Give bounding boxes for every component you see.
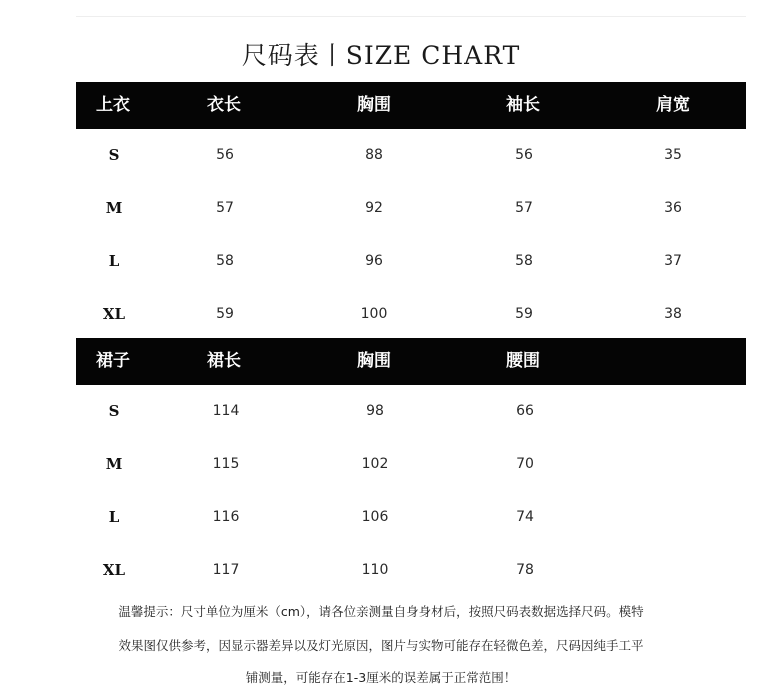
skirts-header-length: 裙长 — [207, 351, 241, 371]
tops-header-category: 上衣 — [96, 95, 130, 115]
table-cell: 37 — [664, 253, 682, 269]
tops-header-bust: 胸围 — [357, 95, 391, 115]
note-line-1: 温馨提示：尺寸单位为厘米（cm），请各位亲测量自身身材后，按照尺码表数据选择尺码。模特 — [118, 604, 644, 619]
size-label: L — [108, 252, 120, 270]
tops-header-shoulder: 肩宽 — [656, 95, 690, 115]
note-line-2: 效果图仅供参考，因显示器差异以及灯光原因，图片与实物可能存在轻微色差，尺码因纯手工平 — [118, 638, 644, 653]
table-row — [76, 182, 746, 235]
size-label: XL — [102, 305, 126, 323]
table-cell: 88 — [365, 147, 383, 163]
note-line-3: 铺测量，可能存在1-3厘米的误差属于正常范围！ — [245, 670, 517, 685]
size-label: M — [105, 455, 123, 473]
size-label: XL — [102, 561, 126, 579]
top-divider — [76, 16, 746, 17]
table-cell: 59 — [515, 306, 533, 322]
size-label: M — [105, 199, 123, 217]
table-cell: 115 — [212, 456, 240, 472]
page-title: 尺码表丨SIZE CHART — [241, 41, 521, 70]
tops-header-row — [76, 82, 746, 129]
skirts-header-bust: 胸围 — [357, 351, 391, 371]
table-cell: 100 — [360, 306, 388, 322]
table-cell: 96 — [365, 253, 383, 269]
table-row — [76, 129, 746, 182]
tops-size-table — [76, 82, 746, 341]
table-cell: 57 — [216, 200, 234, 216]
skirts-header-waist: 腰围 — [506, 351, 540, 371]
skirts-header-row — [76, 338, 746, 385]
skirts-size-table — [76, 338, 746, 597]
table-cell: 78 — [516, 562, 534, 578]
table-cell: 102 — [361, 456, 389, 472]
table-cell: 117 — [212, 562, 240, 578]
table-cell: 58 — [515, 253, 533, 269]
table-cell: 98 — [366, 403, 384, 419]
table-cell: 110 — [361, 562, 389, 578]
table-row — [76, 491, 746, 544]
size-label: S — [108, 146, 120, 164]
table-row — [76, 288, 746, 341]
table-cell: 92 — [365, 200, 383, 216]
size-label: L — [108, 508, 120, 526]
table-row — [76, 544, 746, 597]
table-cell: 56 — [515, 147, 533, 163]
table-cell: 59 — [216, 306, 234, 322]
table-cell: 74 — [516, 509, 534, 525]
table-cell: 106 — [361, 509, 389, 525]
tops-header-length: 衣长 — [207, 95, 241, 115]
table-cell: 66 — [516, 403, 534, 419]
table-row — [76, 438, 746, 491]
table-cell: 58 — [216, 253, 234, 269]
table-cell: 70 — [516, 456, 534, 472]
size-label: S — [108, 402, 120, 420]
skirts-header-category: 裙子 — [96, 351, 130, 371]
table-cell: 116 — [212, 509, 240, 525]
table-row — [76, 385, 746, 438]
table-row — [76, 235, 746, 288]
table-cell: 57 — [515, 200, 533, 216]
table-cell: 114 — [212, 403, 240, 419]
table-cell: 35 — [664, 147, 682, 163]
table-cell: 36 — [664, 200, 682, 216]
table-cell: 38 — [664, 306, 682, 322]
tops-header-sleeve: 袖长 — [506, 95, 540, 115]
table-cell: 56 — [216, 147, 234, 163]
